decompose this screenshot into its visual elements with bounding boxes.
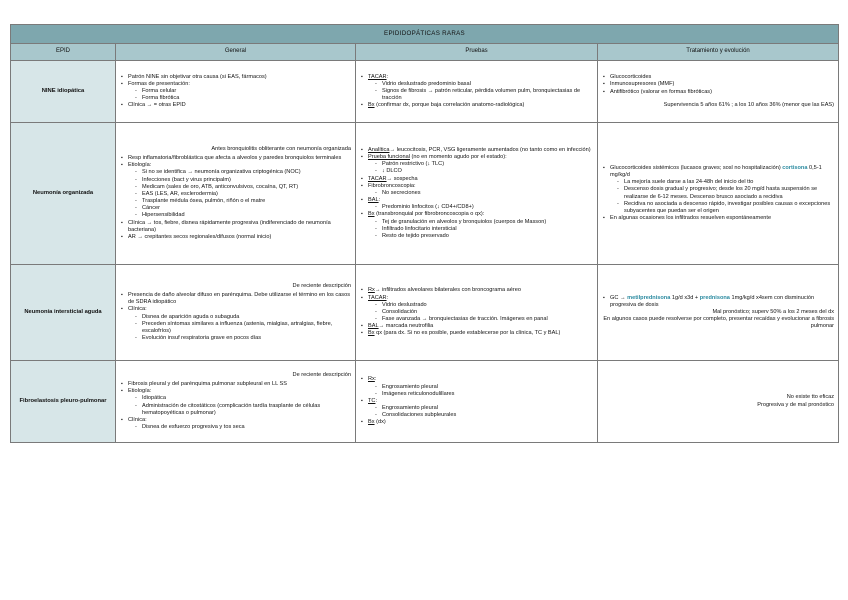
general-cell	[116, 61, 356, 123]
intro-text: Antes bronquiolitis obliterante con neumonía organizada	[211, 145, 351, 152]
row-name: Fibroelastosis pleuro-pulmonar	[11, 361, 116, 443]
general-cell	[116, 361, 356, 443]
header-tratamiento: Tratamiento y evolución	[598, 44, 839, 61]
pruebas-cell	[356, 361, 598, 443]
list-item: ▪ Formas de presentación: - Forma celular - Forma fibrótica	[128, 81, 351, 102]
list-item: - Recidiva no asociada a descenso rápido, investigar posibles causas o excepciones subyacentes que puedan ser el origen	[624, 201, 834, 215]
list-item: ▪ BAL: - Predominio linfocitos (↓ CD4+/CD8+)	[368, 197, 593, 211]
table-row	[11, 123, 839, 265]
list-item: - Administración de citostáticos (complicación tardía trasplante de células hematopoyéticas o pulmonar)	[142, 403, 351, 417]
evolucion-text: En algunos casos puede resolverse por completo, presentar recaídas y evolucionar a fibrosis pulmonar	[603, 316, 835, 330]
pruebas-cell	[356, 265, 598, 361]
list-item: ▪ En algunas ocasiones los infiltrados resuelven espontáneamente	[610, 215, 834, 222]
row-name: Neumonía intersticial aguda	[11, 265, 116, 361]
list-item: - Disnea de esfuerzo progresiva y tos seca	[142, 424, 351, 431]
list-item: ▪ Inmunosupresores (MMF)	[610, 81, 834, 88]
table-title: EPIDIDOPÁTICAS RARAS	[11, 25, 839, 44]
general-cell	[116, 265, 356, 361]
list-item: ▪ Glucocorticoides	[610, 74, 834, 81]
list-item: - Infiltrado linfocitario intersticial	[382, 226, 593, 233]
list-item: - Forma fibrótica	[142, 95, 351, 102]
list-item: - Vidrio deslustrado	[382, 302, 593, 309]
header-epid: EPID	[11, 44, 116, 61]
list-item: - Engrosamiento pleural	[382, 384, 593, 391]
list-item: ▪ TC: - Engrosamiento pleural - Consolidaciones subpleurales	[368, 398, 593, 419]
list-item: ▪ Antifibrótico (valorar en formas fibróticas)	[610, 89, 834, 96]
list-item: - Imágenes reticulonodulillares	[382, 391, 593, 398]
list-item: - Cáncer	[142, 205, 351, 212]
list-item: - Idiopática	[142, 395, 351, 402]
list-item: - EAS (LES, AR, esclerodermia)	[142, 191, 351, 198]
list-item: - Disnea de aparición aguda o subaguda	[142, 314, 351, 321]
list-item: ▪ BAL→ marcada neutrofilia	[368, 323, 593, 330]
list-item: ▪ Resp inflamatoria/fibroblástica que afecta a alveolos y paredes bronquiolos terminales	[128, 155, 351, 162]
list-item: - Hipersensibilidad	[142, 212, 351, 219]
pronostico-text: Mal pronóstico; superv 50% a los 2 meses del dx	[712, 308, 835, 315]
tratamiento-line: No existe tto eficaz	[786, 394, 835, 401]
row-name: NINE idiopática	[11, 61, 116, 123]
tratamiento-cell	[598, 123, 839, 265]
list-item: ▪ Clínica → tos, fiebre, disnea rápidamente progresiva (indiferenciado de neumonía bacteriana)	[128, 220, 351, 234]
list-item: - Tej de granulación en alveolos y bronquiolos (cuerpos de Masson)	[382, 219, 593, 226]
list-item: ▪ TACAR: - Vidrio deslustrado predominio basal - Signos de fibrosis → patrón reticular, pérdida volumen pulm, bronquiectasias de tracción	[368, 74, 593, 103]
table-row	[11, 61, 839, 123]
list-item: - Forma celular	[142, 88, 351, 95]
list-item: ▪ Etiología: - Idiopática - Administración de citostáticos (complicación tardía trasplante de células hematopoyéticas o pulmonar)	[128, 388, 351, 417]
list-item: ▪ Bx (dx)	[368, 419, 593, 426]
list-item: - No secreciones	[382, 190, 593, 197]
general-cell	[116, 123, 356, 265]
list-item: - Trasplante médula ósea, pulmón, riñón o el matre	[142, 198, 351, 205]
list-item: - Patrón restrictivo (↓ TLC)	[382, 161, 593, 168]
list-item: - Vidrio deslustrado predominio basal	[382, 81, 593, 88]
list-item: - La mejoría suele darse a las 24-48h del inicio del tto	[624, 179, 834, 186]
list-item: - Si no se identifica → neumonía organizativa criptogénica (NOC)	[142, 169, 351, 176]
tratamiento-cell	[598, 265, 839, 361]
list-item: ▪ AR → crepitantes secos regionales/difusos (normal inicio)	[128, 234, 351, 241]
list-item: ▪ Patrón NINE sin objetivar otra causa (si EAS, fármacos)	[128, 74, 351, 81]
list-item: - Predominio linfocitos (↓ CD4+/CD8+)	[382, 204, 593, 211]
list-item: ▪ TACAR: - Vidrio deslustrado - Consolidación - Fase avanzada → bronquiectasias de tracción. Imágenes en panal	[368, 295, 593, 324]
list-item: ▪ TACAR→ sospecha	[368, 176, 593, 183]
table-row	[11, 361, 839, 443]
list-item: ▪ Clínica → = otras EPID	[128, 102, 351, 109]
header-general: General	[116, 44, 356, 61]
list-item: ▪ Prueba funcional (no en momento agudo por el estado): - Patrón restrictivo (↓ TLC) - ↓ DLCO	[368, 154, 593, 175]
intro-text: De reciente descripción	[292, 282, 351, 289]
epid-table	[10, 24, 839, 443]
list-item: ▪ Rx→ infiltrados alveolares bilaterales con broncograma aéreo	[368, 287, 593, 294]
list-item: ▪ Clínica: - Disnea de esfuerzo progresiva y tos seca	[128, 417, 351, 431]
list-item: - Consolidación	[382, 309, 593, 316]
pruebas-cell	[356, 61, 598, 123]
list-item: ▪ Fibrobroncoscopia: - No secreciones	[368, 183, 593, 197]
list-item: - Descenso dosis gradual y progresivo; desde los 20 mg/d hasta suspensión se realizarse de 6-12 meses. Descenso brusco asociado a recidiva	[624, 186, 834, 200]
list-item: ▪ Bx qx (para dx. Si no es posible, puede establecerse por la clínica, TC y BAL)	[368, 330, 593, 337]
list-item: ▪ Rx: - Engrosamiento pleural - Imágenes reticulonodulillares	[368, 376, 593, 397]
list-item: ▪ Analítica→ leucocitosis, PCR, VSG ligeramente aumentados (no tanto como en infección)	[368, 147, 593, 154]
list-item: ▪ Fibrosis pleural y del parénquima pulmonar subpleural en LL SS	[128, 381, 351, 388]
pruebas-cell	[356, 123, 598, 265]
list-item: - Medicam (sales de oro, ATB, anticonvulsivos, cocaína, QT, RT)	[142, 184, 351, 191]
row-name: Neumonía organizada	[11, 123, 116, 265]
tratamiento-cell	[598, 61, 839, 123]
intro-text: De reciente descripción	[292, 371, 351, 378]
list-item: - Fase avanzada → bronquiectasias de tracción. Imágenes en panal	[382, 316, 593, 323]
table-row	[11, 265, 839, 361]
header-pruebas: Pruebas	[356, 44, 598, 61]
list-item: ▪ Clínica: - Disnea de aparición aguda o subaguda - Preceden síntomas similares a influenza (astenia, mialgias, artralgias, fiebre, escalofríos) - Evolución insuf respiratoria grave en pocos días	[128, 306, 351, 342]
list-item: ▪ Bx (transbronquial por fibrobroncoscopia o qx): - Tej de granulación en alveolos y bronquiolos (cuerpos de Masson) - Infiltrado linfocitario intersticial - Resto de tejido preservado	[368, 211, 593, 240]
supervivencia-note: Supervivencia 5 años 61% ; a los 10 años 36% (menor que las EAS)	[663, 101, 835, 108]
list-item: - Engrosamiento pleural	[382, 405, 593, 412]
list-item: ▪ Etiología: - Si no se identifica → neumonía organizativa criptogénica (NOC) - Infecciones (bact y virus principalm) - Medicam (sales de oro, ATB, anticonvulsivos, cocaína, QT, RT) - EAS (LES, AR, esclerodermia) - Trasplante médula ósea, pulmón, riñón o el matre - Cáncer - Hipersensibilidad	[128, 162, 351, 219]
list-item: - Consolidaciones subpleurales	[382, 412, 593, 419]
list-item: - ↓ DLCO	[382, 168, 593, 175]
tratamiento-cell	[598, 361, 839, 443]
list-item: ▪ GC → metilprednisona 1g/d x3d + prednisona 1mg/kg/d x4sem con disminución progresiva de dosis	[610, 295, 834, 309]
list-item: - Infecciones (bact y virus principalm)	[142, 177, 351, 184]
list-item: ▪ Glucocorticoides sistémicos (lucasos graves; sosl no hospitalización) cortisona 0,5-1 mg/kg/d - La mejoría suele darse a las 24-48h del inicio del tto - Descenso dosis gradual y progresivo; desde los 20 mg/d hasta suspensión se realizarse de 6-12 meses. Descenso brusco asociado a recidiva - Recidiva no asociada a descenso rápido, investigar posibles causas o excepciones subyacentes que puedan ser el origen	[610, 165, 834, 215]
pronostico-line: Progresiva y de mal pronóstico	[757, 401, 835, 408]
list-item: - Resto de tejido preservado	[382, 233, 593, 240]
list-item: ▪ Bx (confirmar dx, porque baja correlación anatomo-radiológica)	[368, 102, 593, 109]
list-item: ▪ Presencia de daño alveolar difuso en parénquima. Debe utilizarse el término en los casos de SDRA idiopático	[128, 292, 351, 306]
list-item: - Evolución insuf respiratoria grave en pocos días	[142, 335, 351, 342]
list-item: - Signos de fibrosis → patrón reticular, pérdida volumen pulm, bronquiectasias de tracción	[382, 88, 593, 102]
list-item: - Preceden síntomas similares a influenza (astenia, mialgias, artralgias, fiebre, escalofríos)	[142, 321, 351, 335]
